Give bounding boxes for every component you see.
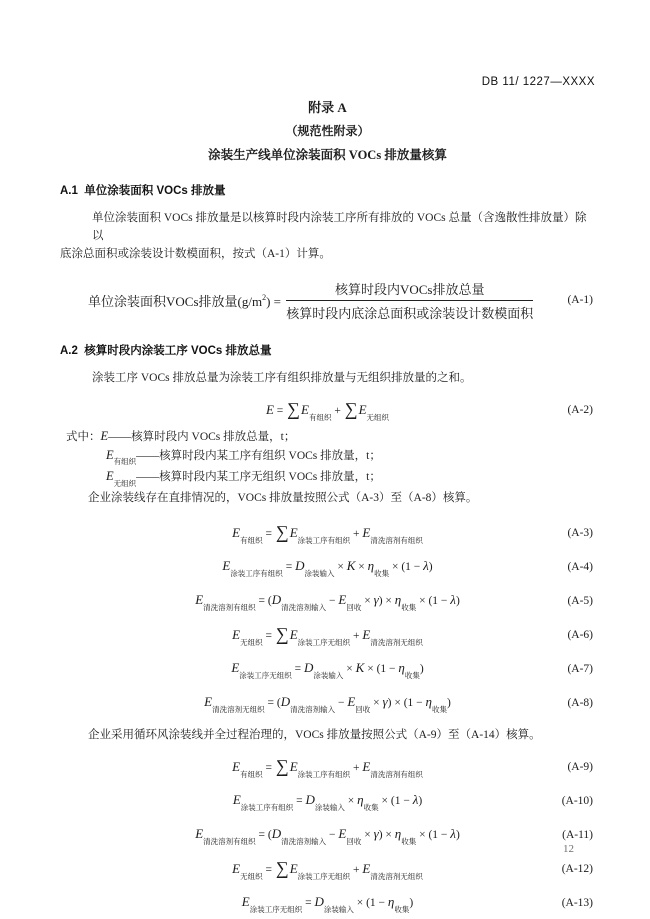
formula-a6 [60, 624, 595, 646]
paragraph-recirculation: 企业采用循环风涂装线并全过程治理的，VOCs 排放量按照公式（A-9）至（A-14）核算。 [88, 728, 541, 741]
equation-label-a1: (A-1) [567, 294, 593, 306]
page-number: 12 [563, 843, 574, 855]
formula-expression-a2: $E = \sum E_{有组织} + \sum E_{无组织}$ [265, 398, 390, 423]
appendix-title: 附录 A [308, 100, 347, 115]
section-a2-heading: A.2 核算时段内涂装工序 VOCs 排放总量 [60, 345, 272, 357]
formula-a5 [60, 590, 595, 612]
formula-a1-fraction [286, 279, 533, 322]
formula-a12 [60, 858, 595, 880]
equation-label-a10: (A-10) [561, 794, 593, 807]
formula-expression-a4: $E_{涂装工序有组织} = D_{涂装输入} \times K \times \eta_{收集} \times (1 - \lambda)$ [222, 557, 433, 578]
symbol-definitions [60, 428, 595, 508]
formula-expression-a9: $E_{有组织} = \sum E_{涂装工序有组织} + E_{清洗溶剂有组织}$ [232, 755, 423, 779]
formula-a8 [60, 692, 595, 714]
equation-label-a12: (A-12) [561, 862, 593, 875]
fraction-numerator: 核算时段内VOCs排放总量 [286, 279, 533, 301]
appendix-subtitle: （规范性附录） [285, 124, 370, 138]
equation-label-a4: (A-4) [567, 560, 593, 573]
paragraph-line: 单位涂装面积 VOCs 排放量是以核算时段内涂装工序所有排放的 VOCs 总量（含逸散性排放量）除以 [92, 212, 587, 242]
section-a2-paragraph: 涂装工序 VOCs 排放总量为涂装工序有组织排放量与无组织排放量的之和。 [92, 372, 472, 384]
formula-a1-superscript: 2 [262, 292, 267, 302]
document-number-header: DB 11/ 1227—XXXX [481, 76, 595, 88]
equation-label-a2: (A-2) [567, 404, 593, 416]
formula-expression-a6: $E_{无组织} = \sum E_{涂装工序无组织} + E_{清洗溶剂无组织}$ [232, 623, 423, 647]
formula-expression-a12: $E_{无组织} = \sum E_{涂装工序无组织} + E_{清洗溶剂无组织}$ [232, 857, 423, 881]
equation-label-a7: (A-7) [567, 662, 593, 675]
formula-a13 [60, 892, 595, 914]
formula-expression-a10: $E_{涂装工序有组织} = D_{涂装输入} \times \eta_{收集} \times (1 - \lambda)$ [232, 791, 423, 812]
definition-line-e: 式中：E——核算时段内 VOCs 排放总量，t； [66, 429, 296, 443]
formula-expression-a5: $E_{清洗溶剂有组织} = (D_{清洗溶剂输入} - E_{回收} \times \gamma) \times \eta_{收集} \times (1 - \lambda)$ [195, 591, 460, 612]
equation-label-a9: (A-9) [567, 760, 593, 773]
formula-a7 [60, 658, 595, 680]
formula-expression-a8: $E_{清洗溶剂无组织} = (D_{清洗溶剂输入} - E_{回收} \times \gamma) \times (1 - \eta_{收集})$ [204, 693, 451, 714]
equation-label-a6: (A-6) [567, 628, 593, 641]
formula-a1-lhs-text: 单位涂装面积VOCs排放量(g/m [88, 293, 263, 309]
formula-a3 [60, 522, 595, 544]
formula-a2 [60, 399, 595, 421]
fraction-denominator: 核算时段内底涂总面积或涂装设计数模面积 [286, 305, 534, 321]
formula-a1 [60, 275, 595, 325]
formula-a11 [60, 824, 595, 846]
equation-label-a11: (A-11) [562, 828, 593, 841]
formula-expression-a11: $E_{清洗溶剂有组织} = (D_{清洗溶剂输入} - E_{回收} \times \gamma) \times \eta_{收集} \times (1 - \lambda)$ [195, 825, 460, 846]
formula-expression-a3: $E_{有组织} = \sum E_{涂装工序有组织} + E_{清洗溶剂有组织}$ [232, 521, 423, 545]
formula-expression-a7: $E_{涂装工序无组织} = D_{涂装输入} \times K \times (1 - \eta_{收集})$ [231, 659, 424, 680]
section-a1-heading: A.1 单位涂装面积 VOCs 排放量 [60, 185, 226, 197]
definition-line-e-organized: $E_{有组织}——$核算时段内某工序有组织 VOCs 排放量，t； [106, 447, 381, 466]
formula-expression-a13: $E_{涂装工序无组织} = D_{涂装输入} \times (1 - \eta_{收集})$ [241, 893, 414, 914]
equation-label-a5: (A-5) [567, 594, 593, 607]
paragraph-line: 底涂总面积或涂装设计数模面积，按式（A-1）计算。 [60, 248, 331, 260]
formula-a9 [60, 756, 595, 778]
paragraph-direct-discharge: 企业涂装线存在直排情况的，VOCs 排放量按照公式（A-3）至（A-8）核算。 [88, 492, 478, 505]
equation-label-a3: (A-3) [567, 526, 593, 539]
section-a1-paragraph [60, 209, 595, 263]
appendix-heading: 涂装生产线单位涂装面积 VOCs 排放量核算 [208, 148, 447, 162]
formula-a1-lhs [88, 291, 284, 310]
formula-a1-equals: ) = [266, 293, 285, 309]
formula-a10 [60, 790, 595, 812]
definition-line-e-fugitive: $E_{无组织}——$核算时段内某工序无组织 VOCs 排放量，t； [106, 469, 381, 488]
formula-a4 [60, 556, 595, 578]
equation-label-a13: (A-13) [561, 896, 593, 909]
equation-label-a8: (A-8) [567, 696, 593, 709]
